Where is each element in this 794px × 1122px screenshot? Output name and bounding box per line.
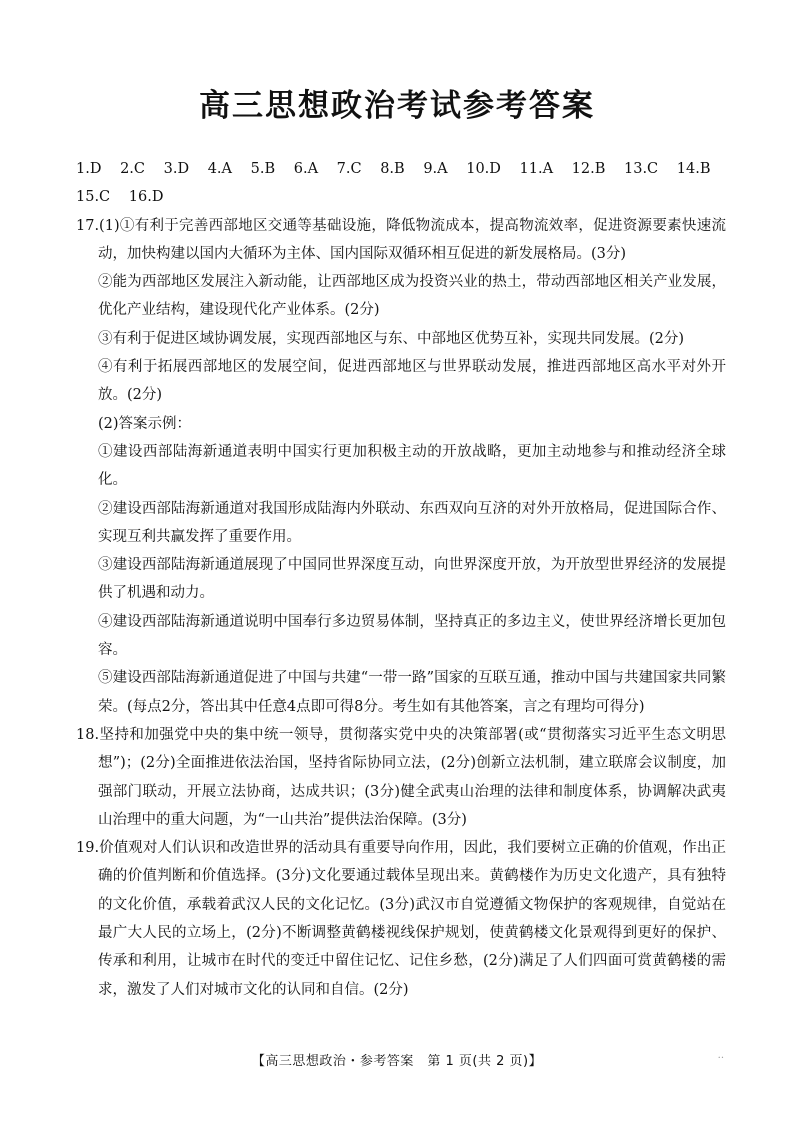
q17-part2-heading: (2)答案示例：: [98, 415, 192, 432]
choice-answer: 6.A: [293, 161, 319, 177]
choice-answer: 16.D: [128, 189, 164, 206]
choice-answer: 3.D: [163, 161, 190, 177]
choice-answers-row-1: [76, 155, 726, 183]
q17-part1-point1: 17.(1)①有利于完善西部地区交通等基础设施，降低物流成本，提高物流效率，促进资源要素快速流动，加快构建以国内大循环为主体、国内国际双循环相互促进的新发展格局。(3分): [76, 217, 726, 262]
q17-part1-point3: ③有利于促进区域协调发展，实现西部地区与东、中部地区优势互补，实现共同发展。(2分): [98, 330, 685, 347]
choice-answer: 14.B: [676, 161, 711, 177]
choice-answer: 4.A: [207, 161, 233, 177]
choice-answer: 15.C: [76, 189, 111, 206]
corner-mark: ..: [717, 1050, 724, 1061]
q17-part2-point3: ③建设西部陆海新通道展现了中国同世界深度互动，向世界深度开放，为开放型世界经济的发展提供了机遇和动力。: [98, 557, 726, 602]
choice-answer: 5.B: [250, 161, 276, 177]
choice-answers-row-2: [76, 183, 726, 211]
q17-part2-point5: ⑤建设西部陆海新通道促进了中国与共建“一带一路”国家的互联互通，推动中国与共建国家共同繁荣。(每点2分，答出其中任意4点即可得8分。考生如有其他答案，言之有理均可得分): [98, 670, 726, 715]
q18-answer: 18.坚持和加强党中央的集中统一领导，贯彻落实党中央的决策部署(或“贯彻落实习近平生态文明思想”)；(2分)全面推进依法治国，坚持省际协同立法，(2分)创新立法机制，建立联席会议制度，加强部门联动，开展立法协商，达成共识；(3分)健全武夷山治理的法律和制度体系，协调解决武夷山治理中的重大问题，为“一山共治”提供法治保障。(3分): [76, 726, 726, 828]
page-footer: 【高三思想政治・参考答案 第 1 页(共 2 页)】: [251, 1054, 543, 1069]
choice-answer: 11.A: [519, 161, 554, 177]
choice-answer: 2.C: [120, 161, 146, 177]
page-title: 高三思想政治考试参考答案: [199, 88, 595, 124]
q17-part1-point2: ②能为西部地区发展注入新动能，让西部地区成为投资兴业的热土，带动西部地区相关产业发展，优化产业结构，建设现代化产业体系。(2分): [98, 274, 726, 319]
choice-answer: 10.D: [466, 161, 501, 177]
choice-answer: 9.A: [423, 161, 448, 177]
q17-part2-point2: ②建设西部陆海新通道对我国形成陆海内外联动、东西双向互济的对外开放格局，促进国际合作、实现互利共赢发挥了重要作用。: [98, 500, 726, 545]
choice-answer: 1.D: [76, 161, 102, 177]
choice-answer: 8.B: [380, 161, 405, 177]
q17-part2-point4: ④建设西部陆海新通道说明中国奉行多边贸易体制，坚持真正的多边主义，使世界经济增长更加包容。: [98, 613, 726, 659]
choice-answer: 7.C: [336, 161, 362, 177]
choice-answer: 12.B: [571, 161, 606, 177]
q19-answer: 19.价值观对人们认识和改造世界的活动具有重要导向作用，因此，我们要树立正确的价值观，作出正确的价值判断和价值选择。(3分)文化要通过载体呈现出来。黄鹤楼作为历史文化遗产，具有独特的文化价值，承载着武汉人民的文化记忆。(3分)武汉市自觉遵循文物保护的客观规律，自觉站在最广大人民的立场上，(2分)不断调整黄鹤楼视线保护规划，使黄鹤楼文化景观得到更好的保护、传承和利用，让城市在时代的变迁中留住记忆、记住乡愁，(2分)满足了人们四面可赏黄鹤楼的需求，激发了人们对城市文化的认同和自信。(2分): [76, 840, 726, 998]
q17-part2-point1: ①建设西部陆海新通道表明中国实行更加积极主动的开放战略，更加主动地参与和推动经济全球化。: [98, 443, 726, 489]
answer-body: [76, 155, 726, 1004]
q17-part1-point4: ④有利于拓展西部地区的发展空间，促进西部地区与世界联动发展，推进西部地区高水平对外开放。(2分): [98, 359, 726, 404]
choice-answer: 13.C: [624, 161, 659, 177]
